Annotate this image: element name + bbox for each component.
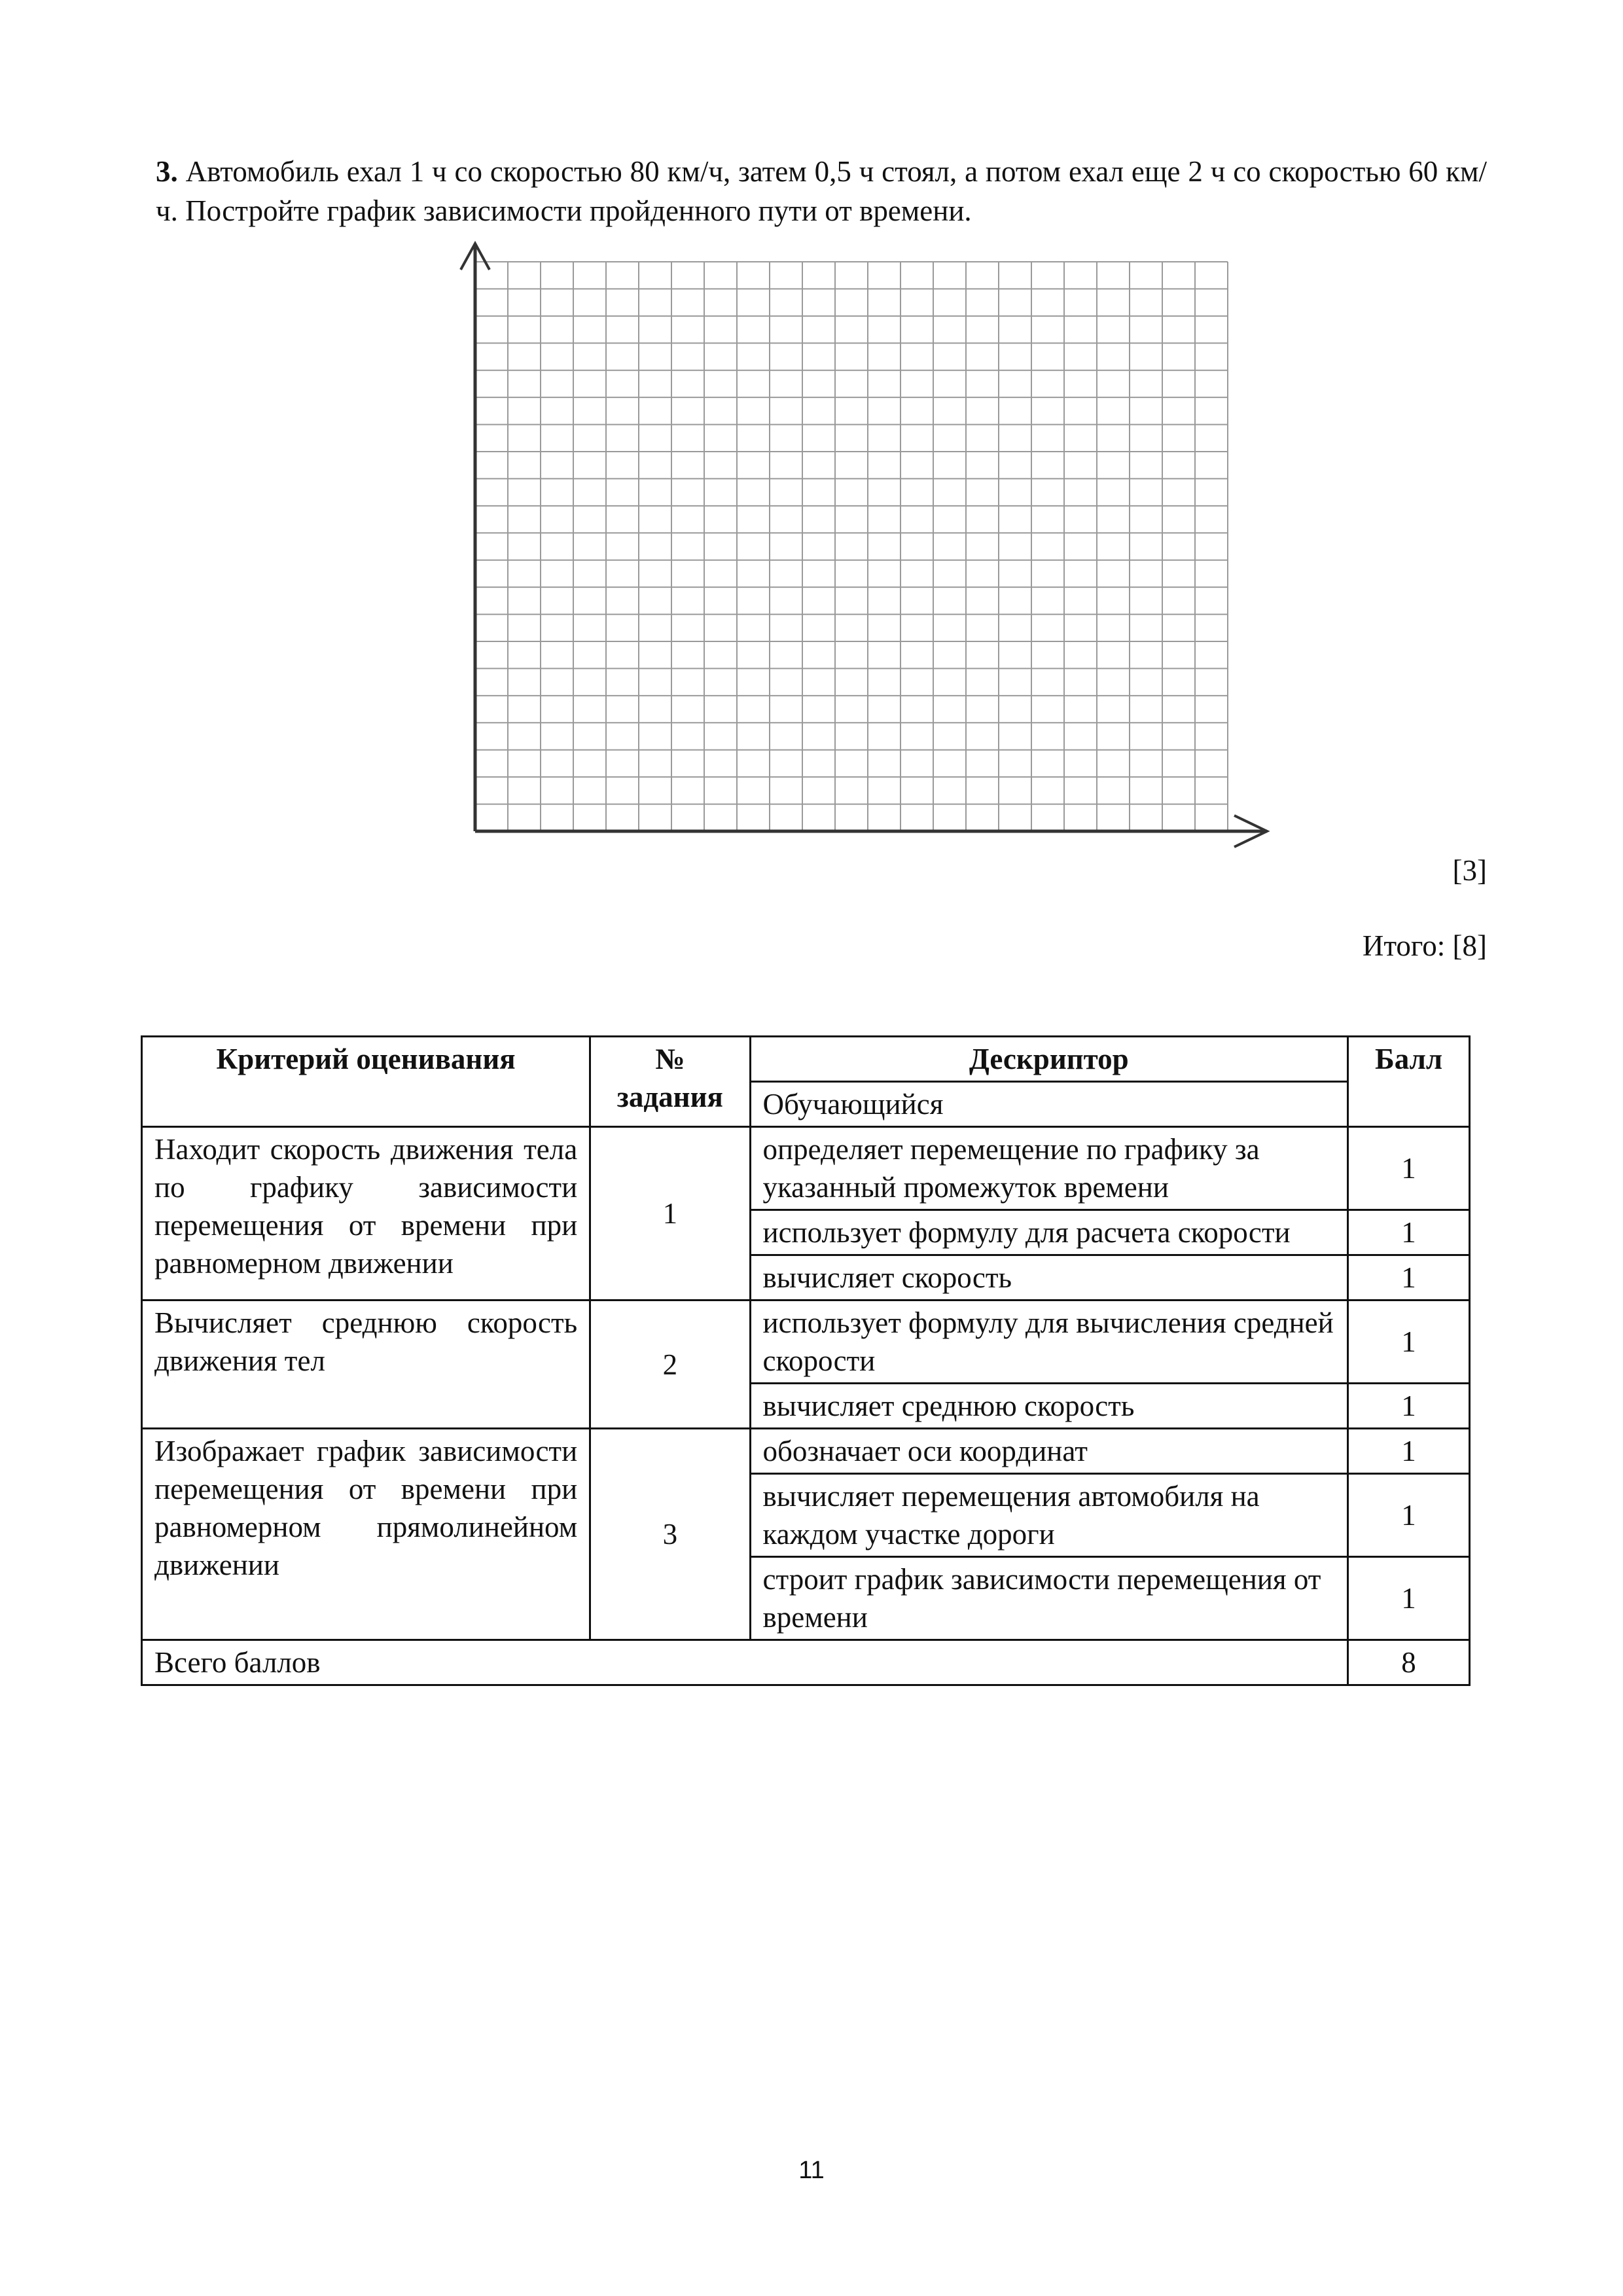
points-cell: 1: [1348, 1127, 1470, 1210]
descriptor-cell: использует формулу для вычисления средней скорости: [750, 1300, 1348, 1384]
descriptor-cell: обозначает оси координат: [750, 1429, 1348, 1474]
points-cell: 1: [1348, 1557, 1470, 1640]
header-learner: Обучающийся: [750, 1082, 1348, 1127]
descriptor-cell: вычисляет перемещения автомобиля на каждом участке дороги: [750, 1474, 1348, 1557]
assessment-rubric-table: [141, 1035, 1471, 1686]
criterion-cell: Вычисляет среднюю скорость движения тел: [142, 1300, 590, 1429]
points-cell: 1: [1348, 1210, 1470, 1255]
task-number: 3.: [156, 155, 178, 188]
total-score: Итого: [8]: [1362, 929, 1487, 962]
task-statement: [156, 152, 1487, 230]
rubric-row: [142, 1300, 1470, 1384]
descriptor-cell: вычисляет среднюю скорость: [750, 1384, 1348, 1429]
task-number-cell: 1: [590, 1127, 750, 1300]
task-number-cell: 3: [590, 1429, 750, 1640]
blank-graph-grid: [452, 236, 1276, 864]
descriptor-cell: использует формулу для расчета скорости: [750, 1210, 1348, 1255]
total-label-cell: Всего баллов: [142, 1640, 1348, 1685]
points-cell: 1: [1348, 1255, 1470, 1300]
rubric-total-row: [142, 1640, 1470, 1685]
total-value-cell: 8: [1348, 1640, 1470, 1685]
descriptor-cell: вычисляет скорость: [750, 1255, 1348, 1300]
task-score: [3]: [1452, 854, 1487, 887]
descriptor-cell: строит график зависимости перемещения от времени: [750, 1557, 1348, 1640]
rubric-row: [142, 1429, 1470, 1474]
task-number-cell: 2: [590, 1300, 750, 1429]
task-text: Автомобиль ехал 1 ч со скоростью 80 км/ч, затем 0,5 ч стоял, а потом ехал еще 2 ч со скоростью 60 км/ч. Постройте график зависимости пройденного пути от времени.: [156, 155, 1487, 227]
points-cell: 1: [1348, 1300, 1470, 1384]
header-descriptor: Дескриптор: [750, 1037, 1348, 1082]
points-cell: 1: [1348, 1429, 1470, 1474]
points-cell: 1: [1348, 1384, 1470, 1429]
graph-paper: [452, 236, 1276, 864]
points-cell: 1: [1348, 1474, 1470, 1557]
header-points: Балл: [1348, 1037, 1470, 1127]
criterion-cell: Изображает график зависимости перемещения от времени при равномерном прямолинейном движении: [142, 1429, 590, 1640]
rubric-row: [142, 1127, 1470, 1210]
header-criterion: Критерий оценивания: [142, 1037, 590, 1127]
criterion-cell: Находит скорость движения тела по графику зависимости перемещения от времени при равномерном движении: [142, 1127, 590, 1300]
header-task-number: № задания: [590, 1037, 750, 1127]
rubric-header-row: [142, 1037, 1470, 1082]
page-number: 11: [798, 2157, 825, 2184]
descriptor-cell: определяет перемещение по графику за указанный промежуток времени: [750, 1127, 1348, 1210]
